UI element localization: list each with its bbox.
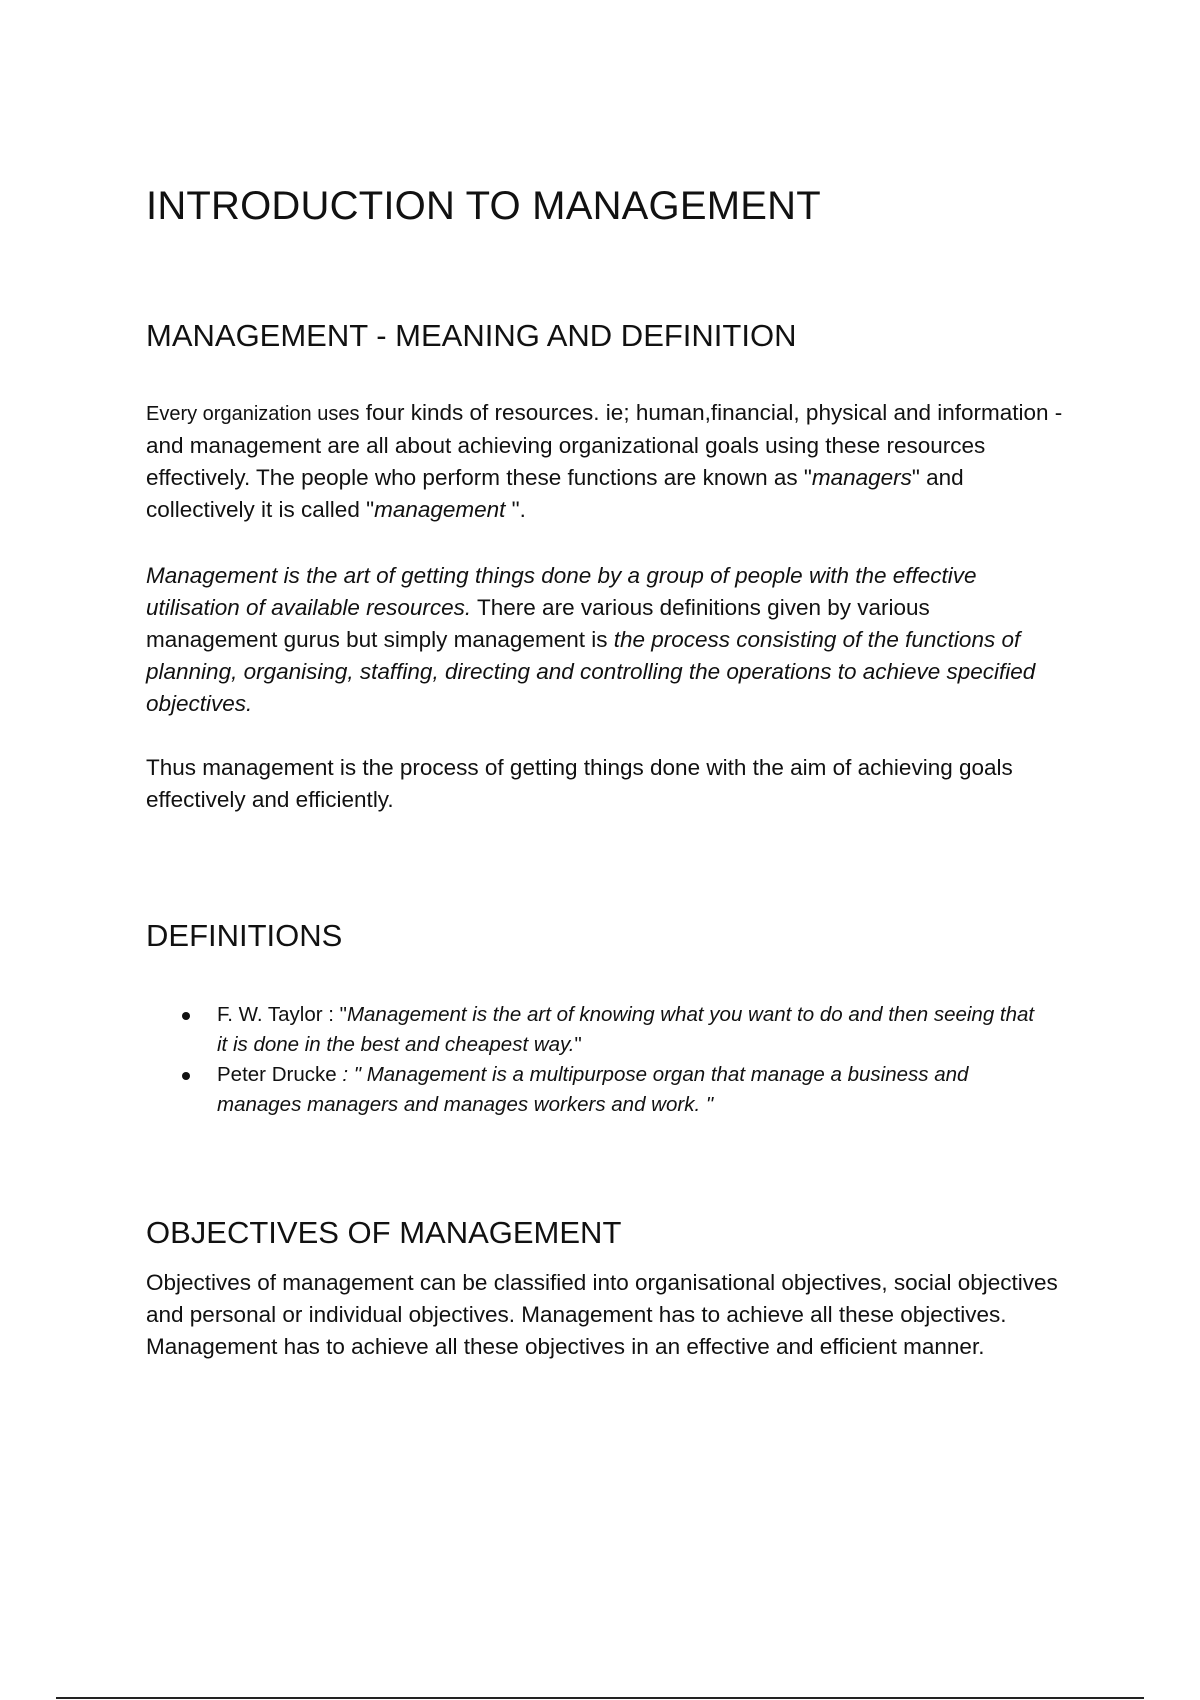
definition-emphasis: Management is the art of getting things done by a group of people with the effective utilisation of available resources. bbox=[146, 563, 977, 620]
paragraph-text: ". bbox=[505, 497, 526, 522]
quote-close: " bbox=[574, 1033, 582, 1056]
list-item bbox=[182, 1000, 1042, 1060]
section-heading-objectives: OBJECTIVES OF MANAGEMENT bbox=[146, 1215, 622, 1250]
definitions-list bbox=[182, 1000, 1042, 1120]
paragraph-thus: Thus management is the process of getting things done with the aim of achieving goals effectively and efficiently. bbox=[146, 755, 1013, 812]
term-management: management bbox=[374, 497, 506, 522]
paragraph-text: four kinds of resources. ie; human,financial, physical and information - and management are all about achieving organizational goals using these resources effectively. The people who perform these functions are known as " bbox=[146, 400, 1063, 490]
definition-quote: : " Management is a multipurpose organ that manage a business and manages managers and manages workers and work. " bbox=[217, 1063, 969, 1116]
paragraph-lead: Every organization uses bbox=[146, 403, 360, 425]
paragraph-art-of-management bbox=[146, 560, 1066, 720]
page-title: INTRODUCTION TO MANAGEMENT bbox=[146, 184, 821, 228]
paragraph-resources bbox=[146, 397, 1066, 526]
footer-divider bbox=[56, 1697, 1144, 1699]
definition-author: F. W. Taylor : " bbox=[217, 1003, 347, 1026]
term-managers: managers bbox=[811, 465, 912, 490]
list-item bbox=[182, 1060, 1042, 1120]
paragraph-text: " and collectively it is called " bbox=[146, 465, 964, 522]
section-heading-definitions: DEFINITIONS bbox=[146, 918, 343, 953]
definition-author: Peter Drucke bbox=[217, 1063, 337, 1086]
paragraph-objectives: Objectives of management can be classified into organisational objectives, social objectives and personal or individual objectives. Management has to achieve all these objectives. Management has to achieve all these objectives in an effective and efficient manner. bbox=[146, 1270, 1058, 1359]
section-heading-meaning: MANAGEMENT - MEANING AND DEFINITION bbox=[146, 318, 797, 353]
definition-emphasis: the process consisting of the functions of planning, organising, staffing, directing and controlling the operations to achieve specified objectives. bbox=[146, 627, 1036, 716]
definition-quote: Management is the art of knowing what you want to do and then seeing that it is done in the best and cheapest way. bbox=[217, 1003, 1035, 1056]
paragraph-text: There are various definitions given by various management gurus but simply management is bbox=[146, 595, 930, 652]
